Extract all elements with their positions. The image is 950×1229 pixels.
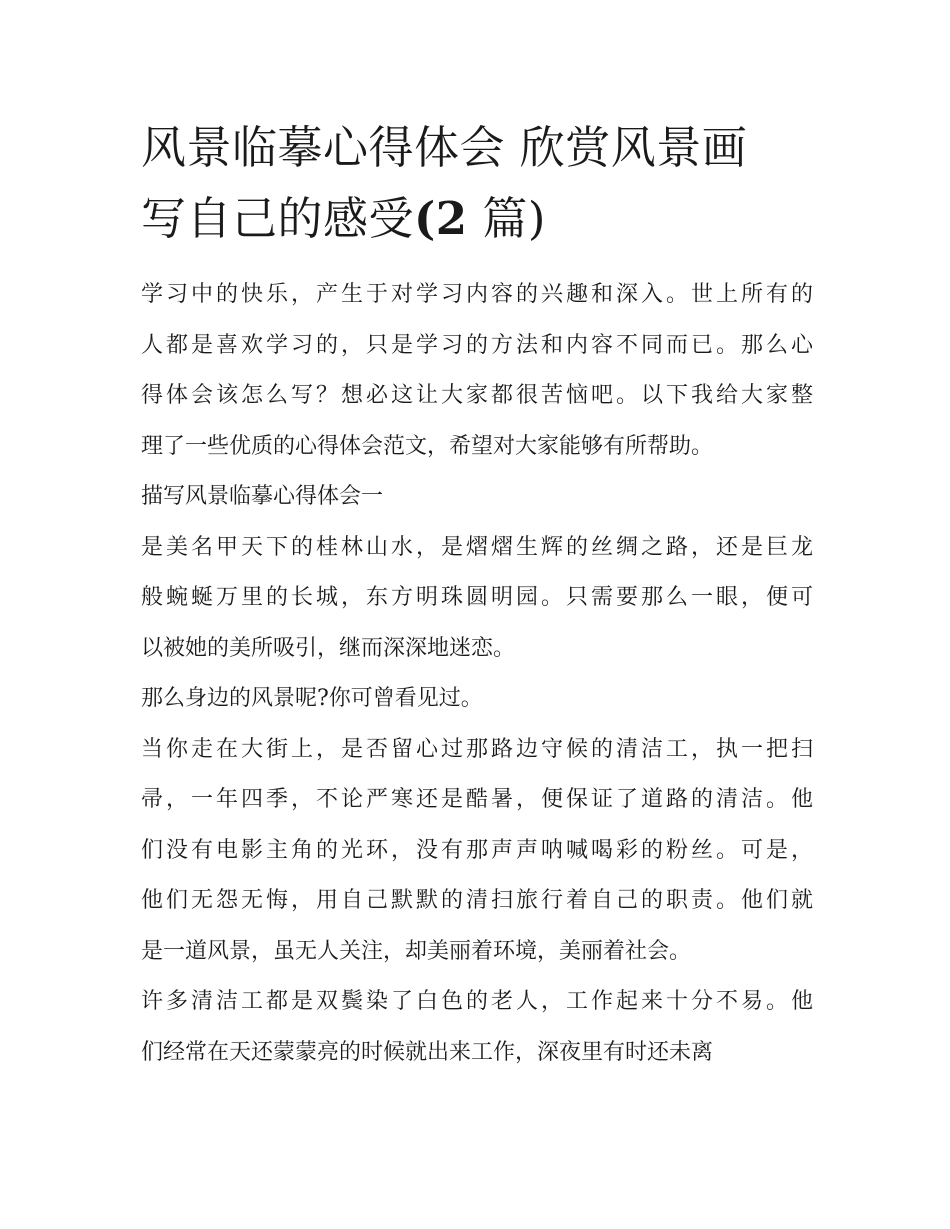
title-line-1: 风景临摹心得体会 欣赏风景画 [141, 121, 748, 174]
paragraph-line: 是一道风景，虽无人关注，却美丽着环境，美丽着社会。 [141, 938, 692, 964]
paragraph-line: 学习中的快乐，产生于对学习内容的兴趣和深入。世上所有的 [141, 282, 813, 307]
document-content [141, 112, 813, 1078]
paragraph-line: 当你走在大街上，是否留心过那路边守候的清洁工，执一把扫 [141, 736, 813, 762]
section-heading-text: 描写风景临摹心得体会一 [141, 484, 384, 509]
paragraph-line: 理了一些优质的心得体会范文，希望对大家能够有所帮助。 [141, 433, 714, 459]
paragraph-elderly [141, 977, 813, 1078]
paragraph-scenery [141, 523, 813, 675]
paragraph-question [141, 674, 813, 725]
paragraph-line: 们没有电影主角的光环，没有那声声呐喊喝彩的粉丝。可是， [141, 837, 813, 863]
paragraph-intro [141, 270, 813, 472]
paragraph-line: 那么身边的风景呢?你可曾看见过。 [141, 686, 483, 711]
document-title [141, 112, 813, 254]
paragraph-line: 以被她的美所吸引，继而深深地迷恋。 [141, 635, 516, 661]
paragraph-line: 帚，一年四季，不论严寒还是酷暑，便保证了道路的清洁。他 [141, 787, 813, 812]
title-line-2 [141, 183, 813, 254]
title-line-2-text: 写自己的感受 [141, 192, 415, 245]
paragraph-line: 人都是喜欢学习的，只是学习的方法和内容不同而已。那么心 [141, 332, 813, 358]
paragraph-line: 是美名甲天下的桂林山水，是熠熠生辉的丝绸之路，还是巨龙 [141, 534, 813, 560]
section-heading [141, 472, 813, 523]
paragraph-line: 们经常在天还蒙蒙亮的时候就出来工作，深夜里有时还未离 [141, 1039, 714, 1065]
paragraph-line: 许多清洁工都是双鬓染了白色的老人，工作起来十分不易。他 [141, 989, 813, 1014]
paragraph-line: 般蜿蜒万里的长城，东方明珠圆明园。只需要那么一眼，便可 [141, 585, 813, 610]
title-line-2-suffix: 篇) [467, 192, 546, 245]
paragraph-cleaners [141, 725, 813, 978]
title-line-2-count: (2 [414, 192, 468, 245]
paragraph-line: 他们无怨无悔，用自己默默的清扫旅行着自己的职责。他们就 [141, 888, 813, 913]
paragraph-line: 得体会该怎么写？想必这让大家都很苦恼吧。以下我给大家整 [141, 383, 813, 408]
document-body [141, 270, 813, 1078]
